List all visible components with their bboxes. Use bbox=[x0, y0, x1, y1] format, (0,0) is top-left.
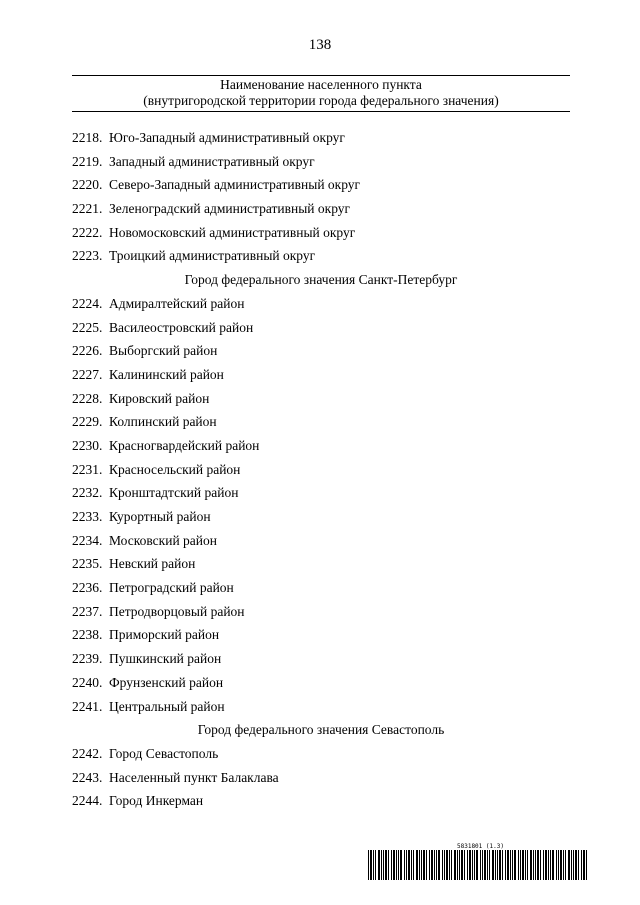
list-item-name: Колпинский район bbox=[109, 414, 217, 430]
list-item-name: Северо-Западный административный округ bbox=[109, 177, 361, 193]
list-item-number: 2220. bbox=[72, 177, 103, 193]
list-item-name: Центральный район bbox=[109, 698, 225, 714]
list-item-name: Пушкинский район bbox=[109, 651, 222, 667]
list-item-name: Калининский район bbox=[109, 366, 224, 382]
list-item-name: Город Севастополь bbox=[109, 745, 219, 761]
list-item bbox=[72, 244, 570, 268]
list-item-name: Юго-Западный административный округ bbox=[109, 130, 345, 145]
list-item bbox=[72, 126, 570, 150]
list-item-name: Фрунзенский район bbox=[109, 674, 224, 690]
list-item bbox=[72, 197, 570, 221]
list-item-name: Адмиралтейский район bbox=[109, 295, 245, 311]
list-item-name: Красногвардейский район bbox=[109, 437, 260, 453]
list-item-name: Город Инкерман bbox=[109, 793, 204, 809]
list-item-number: 2225. bbox=[72, 319, 103, 335]
list-item-name: Троицкий административный округ bbox=[109, 248, 316, 264]
list-item-name: Петродворцовый район bbox=[109, 603, 245, 619]
list-item-number: 2240. bbox=[72, 674, 103, 690]
list-item-name: Кронштадтский район bbox=[109, 485, 239, 501]
list-item-number: 2227. bbox=[72, 366, 103, 382]
list-item-number: 2236. bbox=[72, 580, 103, 596]
list-item-name: Московский район bbox=[109, 532, 217, 548]
header-top-rule bbox=[72, 75, 570, 76]
table-header-line-1: Наименование населенного пункта bbox=[220, 77, 422, 92]
barcode-image bbox=[368, 850, 590, 880]
list-item bbox=[72, 766, 570, 790]
list-item-number: 2238. bbox=[72, 627, 103, 643]
list-item bbox=[72, 529, 570, 553]
list-item-name: Западный административный округ bbox=[109, 153, 315, 169]
list-item bbox=[72, 434, 570, 458]
page-number: 138 bbox=[308, 37, 332, 53]
list-item bbox=[72, 671, 570, 695]
list-item-name: Выборгский район bbox=[109, 343, 218, 359]
list-item bbox=[72, 339, 570, 363]
list-item bbox=[72, 552, 570, 576]
list-item-number: 2234. bbox=[72, 532, 103, 548]
list-item-number: 2241. bbox=[72, 698, 103, 714]
list-item-number: 2244. bbox=[72, 793, 103, 809]
list-item bbox=[72, 410, 570, 434]
list-item-number: 2223. bbox=[72, 248, 103, 264]
list-item-name: Населенный пункт Балаклава bbox=[109, 769, 279, 785]
list-item-number: 2228. bbox=[72, 390, 103, 406]
list-item-name: Красносельский район bbox=[109, 461, 241, 477]
section-heading: Город федерального значения Санкт-Петербург bbox=[184, 272, 458, 288]
list-item-number: 2235. bbox=[72, 556, 103, 572]
list-item-name: Петроградский район bbox=[109, 580, 234, 596]
list-item bbox=[72, 623, 570, 647]
list-item bbox=[72, 600, 570, 624]
list-item-name: Зеленоградский административный округ bbox=[109, 201, 351, 217]
list-item bbox=[72, 387, 570, 411]
list-item bbox=[72, 695, 570, 719]
list-item bbox=[72, 505, 570, 529]
list-item-number: 2219. bbox=[72, 153, 103, 169]
list-item-name: Курортный район bbox=[109, 509, 211, 524]
list-item-number: 2230. bbox=[72, 437, 103, 453]
list-item bbox=[72, 316, 570, 340]
list-item-number: 2224. bbox=[72, 295, 103, 311]
list-item-name: Кировский район bbox=[109, 390, 210, 406]
list-item-name: Новомосковский административный округ bbox=[109, 224, 356, 240]
list-item-number: 2231. bbox=[72, 461, 103, 477]
list-item bbox=[72, 576, 570, 600]
list-item bbox=[72, 292, 570, 316]
table-header-line-2: (внутригородской территории города федерального значения) bbox=[143, 93, 499, 108]
list-item bbox=[72, 647, 570, 671]
list-item bbox=[72, 363, 570, 387]
list-item bbox=[72, 173, 570, 197]
list-item bbox=[72, 789, 570, 813]
list-item-number: 2239. bbox=[72, 651, 103, 667]
list-item bbox=[72, 150, 570, 174]
list-item-number: 2233. bbox=[72, 509, 103, 524]
list-item-number: 2237. bbox=[72, 603, 103, 619]
list-item-number: 2229. bbox=[72, 414, 103, 430]
list-item-number: 2218. bbox=[72, 130, 103, 145]
section-heading: Город федерального значения Севастополь bbox=[197, 722, 445, 738]
list-item bbox=[72, 481, 570, 505]
list-item bbox=[72, 458, 570, 482]
list-item-name: Невский район bbox=[109, 556, 196, 572]
list-item-number: 2232. bbox=[72, 485, 103, 501]
list-item-number: 2221. bbox=[72, 201, 103, 217]
list-item-number: 2222. bbox=[72, 224, 103, 240]
list-item bbox=[72, 742, 570, 766]
list-item-number: 2226. bbox=[72, 343, 103, 359]
settlement-list bbox=[72, 126, 570, 813]
barcode-label: 5831801 (1.3) bbox=[457, 843, 504, 850]
header-bottom-rule bbox=[72, 111, 570, 112]
list-item-name: Приморский район bbox=[109, 627, 220, 643]
list-item-name: Василеостровский район bbox=[109, 319, 254, 335]
list-item-number: 2242. bbox=[72, 745, 103, 761]
table-header bbox=[72, 77, 570, 109]
list-item-number: 2243. bbox=[72, 769, 103, 785]
list-item bbox=[72, 221, 570, 245]
